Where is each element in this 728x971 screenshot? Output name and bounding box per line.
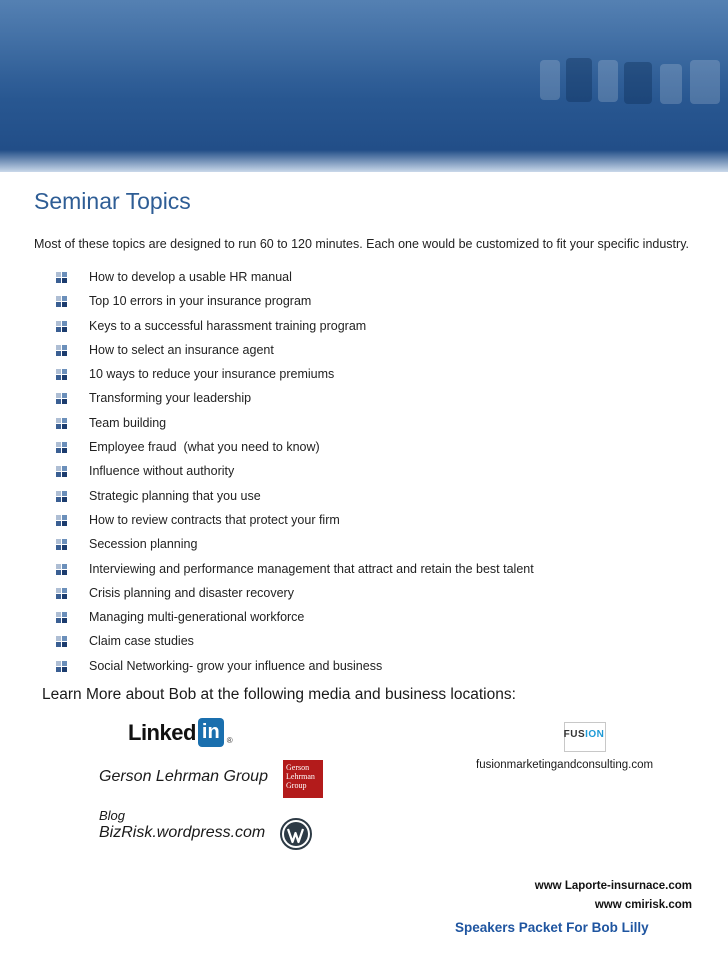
list-item xyxy=(56,391,534,415)
page-title: Seminar Topics xyxy=(34,188,191,214)
bullet-icon xyxy=(56,612,68,624)
website-link-laporte[interactable]: www Laporte-insurnace.com xyxy=(534,880,692,892)
topics-list xyxy=(56,270,534,683)
bullet-icon xyxy=(56,564,68,576)
bullet-icon xyxy=(56,369,68,381)
fusion-logo-b: ION xyxy=(585,729,605,740)
decor-block xyxy=(598,60,618,102)
topic-label: Crisis planning and disaster recovery xyxy=(89,585,294,600)
topic-label: How to review contracts that protect your firm xyxy=(89,512,340,527)
topic-label: Interviewing and performance management that attract and retain the best talent xyxy=(89,561,534,576)
list-item xyxy=(56,464,534,488)
topic-label: Transforming your leadership xyxy=(89,391,252,406)
bullet-icon xyxy=(56,588,68,600)
fusion-logo-a: FUS xyxy=(563,729,586,740)
bullet-icon xyxy=(56,491,68,503)
bullet-icon xyxy=(56,442,68,454)
topic-label: How to select an insurance agent xyxy=(89,342,274,357)
bullet-icon xyxy=(56,296,68,308)
header-fade xyxy=(0,150,728,172)
decor-block xyxy=(660,64,682,104)
bullet-icon xyxy=(56,466,68,478)
fusion-logo-text xyxy=(556,729,612,740)
linkedin-in-box: in xyxy=(198,718,224,747)
website-link-cmirisk[interactable]: www cmirisk.com xyxy=(594,899,692,911)
topic-label: Employee fraud (what you need to know) xyxy=(89,440,320,455)
list-item xyxy=(56,367,534,391)
bullet-icon xyxy=(56,539,68,551)
glg-logo-line: Group xyxy=(286,781,307,790)
bullet-icon xyxy=(56,661,68,673)
list-item xyxy=(56,634,534,658)
bullet-icon xyxy=(56,272,68,284)
topic-label: Secession planning xyxy=(89,537,198,552)
list-item xyxy=(56,610,534,634)
list-item xyxy=(56,319,534,343)
topic-label: How to develop a usable HR manual xyxy=(89,270,292,284)
header-banner xyxy=(0,0,728,172)
fusion-logo xyxy=(556,722,612,752)
wordpress-icon xyxy=(280,818,312,850)
list-item xyxy=(56,294,534,318)
list-item xyxy=(56,513,534,537)
list-item xyxy=(56,537,534,561)
topic-label: Top 10 errors in your insurance program xyxy=(89,294,312,309)
list-item xyxy=(56,586,534,610)
header-shine xyxy=(0,0,728,100)
decor-block xyxy=(690,60,720,104)
fusion-link[interactable]: fusionmarketingandconsulting.com xyxy=(476,759,654,771)
bullet-icon xyxy=(56,418,68,430)
bullet-icon xyxy=(56,321,68,333)
linkedin-word: Linked xyxy=(128,720,196,745)
list-item xyxy=(56,562,534,586)
intro-text: Most of these topics are designed to run 60 to 120 minutes. Each one would be customized to fit your specific industry. xyxy=(34,237,689,251)
topic-label: Keys to a successful harassment training program xyxy=(89,318,367,333)
list-item xyxy=(56,343,534,367)
list-item xyxy=(56,659,534,683)
glg-link[interactable]: Gerson Lehrman Group xyxy=(99,768,268,785)
learn-more-heading: Learn More about Bob at the following media and business locations: xyxy=(42,686,516,703)
bullet-icon xyxy=(56,636,68,648)
list-item xyxy=(56,489,534,513)
list-item xyxy=(56,270,534,294)
topic-label: Strategic planning that you use xyxy=(89,488,261,503)
blog-label: Blog xyxy=(99,808,126,823)
bullet-icon xyxy=(56,393,68,405)
topic-label: 10 ways to reduce your insurance premiums xyxy=(89,367,335,382)
glg-logo xyxy=(283,760,323,798)
bullet-icon xyxy=(56,345,68,357)
registered-mark: ® xyxy=(226,736,233,745)
blog-link[interactable]: BizRisk.wordpress.com xyxy=(99,824,266,841)
linkedin-logo[interactable] xyxy=(128,718,233,748)
topic-label: Team building xyxy=(89,415,167,430)
footer-title: Speakers Packet For Bob Lilly xyxy=(455,920,649,935)
decor-block xyxy=(566,58,592,102)
decor-block xyxy=(540,60,560,100)
decor-block xyxy=(624,62,652,104)
topic-label: Social Networking- grow your influence and business xyxy=(89,658,383,673)
list-item xyxy=(56,416,534,440)
bullet-icon xyxy=(56,515,68,527)
list-item xyxy=(56,440,534,464)
topic-label: Claim case studies xyxy=(89,634,194,649)
glg-logo-line: Lehrman xyxy=(286,772,315,781)
topic-label: Influence without authority xyxy=(89,464,235,479)
glg-logo-line: Gerson xyxy=(286,763,310,772)
topic-label: Managing multi-generational workforce xyxy=(89,610,305,625)
